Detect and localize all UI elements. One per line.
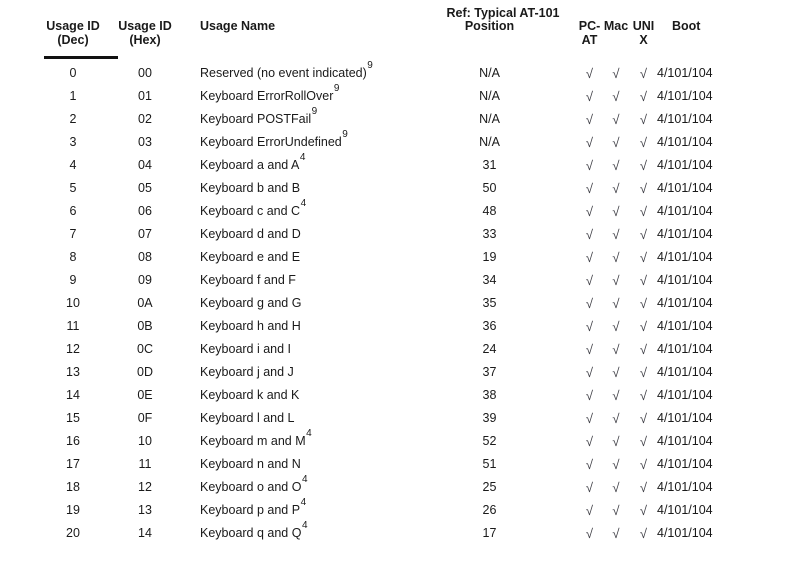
mac-check: √ [612, 250, 620, 265]
usage-name-text: Keyboard m and M [200, 434, 306, 448]
usage-name-text: Keyboard d and D [200, 227, 301, 241]
column-spacer [532, 246, 577, 269]
usage-name-footnote: 4 [301, 520, 308, 532]
mac-check: √ [612, 388, 620, 403]
at101-position: 37 [482, 365, 497, 379]
dec-column-underline [44, 56, 118, 59]
column-spacer [532, 522, 577, 545]
usage-name [172, 361, 447, 384]
header-pc-at-line1: PC- [578, 19, 601, 33]
usage-name [172, 384, 447, 407]
header-unix-line2: X [639, 33, 648, 47]
unix-check: √ [639, 227, 648, 242]
boot-value: 4/101/104 [657, 227, 713, 241]
at101-position: 17 [482, 526, 497, 540]
pc-at-check: √ [585, 296, 594, 311]
usage-id-hex: 14 [138, 526, 152, 540]
pc-at-check: √ [585, 273, 594, 288]
boot-value: 4/101/104 [657, 388, 713, 402]
usage-name-text: Keyboard c and C [200, 204, 301, 218]
header-ref-label: Ref: Typical AT-101 [446, 6, 560, 20]
mac-check: √ [612, 365, 620, 380]
usage-name-text: Keyboard ErrorUndefined [200, 135, 342, 149]
table-row [28, 177, 780, 200]
mac-check: √ [612, 526, 620, 541]
header-position: Position [464, 19, 515, 33]
column-spacer [532, 85, 577, 108]
usage-id-hex: 00 [138, 66, 152, 80]
pc-at-check: √ [585, 342, 594, 357]
unix-check: √ [639, 204, 648, 219]
usage-name [172, 315, 447, 338]
mac-check: √ [612, 319, 620, 334]
usage-name-text: Keyboard n and N [200, 457, 301, 471]
pc-at-check: √ [585, 388, 594, 403]
usage-name [172, 430, 447, 453]
at101-position: 38 [482, 388, 497, 402]
usage-name [172, 522, 447, 545]
pc-at-check: √ [585, 204, 594, 219]
usage-name [172, 499, 447, 522]
pc-at-check: √ [585, 158, 594, 173]
header-spacer [28, 4, 447, 20]
usage-id-dec: 14 [66, 388, 80, 402]
usage-name-footnote: 9 [311, 106, 318, 118]
unix-check: √ [639, 296, 648, 311]
at101-position: 26 [482, 503, 497, 517]
table-row [28, 154, 780, 177]
column-spacer [532, 62, 577, 85]
boot-value: 4/101/104 [657, 365, 713, 379]
usage-name [172, 269, 447, 292]
mac-check: √ [612, 342, 620, 357]
mac-check: √ [612, 227, 620, 242]
usage-id-dec: 1 [69, 89, 77, 103]
mac-check: √ [612, 112, 620, 127]
usage-id-hex: 13 [138, 503, 152, 517]
usage-name [172, 223, 447, 246]
at101-position: 36 [482, 319, 497, 333]
column-spacer [532, 154, 577, 177]
pc-at-check: √ [585, 89, 594, 104]
usage-name-text: Keyboard e and E [200, 250, 301, 264]
table-row [28, 384, 780, 407]
usage-id-dec: 0 [69, 66, 77, 80]
column-spacer [532, 476, 577, 499]
column-spacer [532, 223, 577, 246]
table-row [28, 499, 780, 522]
boot-value: 4/101/104 [657, 204, 713, 218]
usage-id-dec: 7 [69, 227, 77, 241]
table-row [28, 131, 780, 154]
boot-value: 4/101/104 [657, 434, 713, 448]
table-header [28, 4, 780, 62]
usage-id-dec: 12 [66, 342, 80, 356]
table-row [28, 246, 780, 269]
header-spacer [447, 33, 532, 47]
usage-name [172, 177, 447, 200]
boot-value: 4/101/104 [657, 112, 713, 126]
usage-name-text: Keyboard k and K [200, 388, 300, 402]
usage-id-hex: 09 [138, 273, 152, 287]
at101-position: 35 [482, 296, 497, 310]
boot-value: 4/101/104 [657, 342, 713, 356]
header-unix-line1: UNI [632, 19, 655, 33]
column-spacer [532, 315, 577, 338]
usage-name-text: Keyboard a and A [200, 158, 300, 172]
header-spacer [577, 4, 780, 20]
pc-at-check: √ [585, 526, 594, 541]
unix-check: √ [639, 365, 648, 380]
usage-name [172, 154, 447, 177]
at101-position: 25 [482, 480, 497, 494]
usage-id-hex: 0C [137, 342, 153, 356]
usage-name-text: Keyboard i and I [200, 342, 292, 356]
column-spacer [532, 407, 577, 430]
usage-name-text: Keyboard j and J [200, 365, 294, 379]
column-spacer [532, 108, 577, 131]
usage-id-dec: 3 [69, 135, 77, 149]
pc-at-check: √ [585, 411, 594, 426]
unix-check: √ [639, 135, 648, 150]
table-row [28, 292, 780, 315]
usage-id-hex: 0B [137, 319, 153, 333]
usage-id-dec: 2 [69, 112, 77, 126]
pc-at-check: √ [585, 227, 594, 242]
header-spacer [172, 33, 447, 47]
boot-value: 4/101/104 [657, 457, 713, 471]
usage-id-hex: 11 [138, 457, 152, 471]
unix-check: √ [639, 319, 648, 334]
pc-at-check: √ [585, 181, 594, 196]
column-spacer [532, 384, 577, 407]
unix-check: √ [639, 411, 648, 426]
mac-check: √ [612, 181, 620, 196]
usage-name-footnote: 4 [300, 198, 307, 210]
pc-at-check: √ [585, 434, 594, 449]
pc-at-check: √ [585, 250, 594, 265]
header-ref-at101 [447, 4, 577, 20]
usage-id-dec: 17 [66, 457, 80, 471]
usage-id-hex: 03 [138, 135, 152, 149]
usage-name-text: Reserved (no event indicated) [200, 66, 367, 80]
header-hex-sub: (Hex) [129, 33, 161, 47]
usage-name-footnote: 4 [301, 474, 308, 486]
unix-check: √ [639, 66, 648, 81]
unix-check: √ [639, 457, 648, 472]
usage-name [172, 407, 447, 430]
table-row [28, 223, 780, 246]
mac-check: √ [612, 204, 620, 219]
usage-name-footnote: 4 [299, 152, 306, 164]
usage-id-hex: 10 [138, 434, 152, 448]
at101-position: 39 [482, 411, 497, 425]
table-row [28, 453, 780, 476]
unix-check: √ [639, 480, 648, 495]
usage-name [172, 338, 447, 361]
unix-check: √ [639, 388, 648, 403]
usage-id-dec: 19 [66, 503, 80, 517]
usage-id-dec: 9 [69, 273, 77, 287]
header-usage-id-dec: Usage ID [46, 19, 100, 33]
column-spacer [532, 177, 577, 200]
at101-position: N/A [479, 112, 500, 126]
at101-position: 50 [482, 181, 497, 195]
table-row [28, 361, 780, 384]
at101-position: 24 [482, 342, 497, 356]
at101-position: N/A [479, 66, 500, 80]
boot-value: 4/101/104 [657, 273, 713, 287]
pc-at-check: √ [585, 66, 594, 81]
table-row [28, 522, 780, 545]
usage-id-dec: 5 [69, 181, 77, 195]
usage-name-text: Keyboard o and O [200, 480, 302, 494]
pc-at-check: √ [585, 503, 594, 518]
usage-id-hex: 05 [138, 181, 152, 195]
usage-name-text: Keyboard p and P [200, 503, 301, 517]
column-spacer [532, 430, 577, 453]
boot-value: 4/101/104 [657, 319, 713, 333]
usage-name [172, 131, 447, 154]
usage-name-text: Keyboard q and Q [200, 526, 302, 540]
pc-at-check: √ [585, 457, 594, 472]
unix-check: √ [639, 526, 648, 541]
header-usage-name: Usage Name [200, 19, 276, 33]
unix-check: √ [639, 112, 648, 127]
usage-name-footnote: 9 [333, 83, 340, 95]
column-spacer [532, 269, 577, 292]
usage-name-footnote: 4 [300, 497, 307, 509]
at101-position: 51 [482, 457, 497, 471]
usage-id-dec: 4 [69, 158, 77, 172]
boot-value: 4/101/104 [657, 66, 713, 80]
usage-id-hex: 12 [138, 480, 152, 494]
table-body [28, 62, 780, 545]
unix-check: √ [639, 434, 648, 449]
usage-id-hex: 06 [138, 204, 152, 218]
unix-check: √ [639, 181, 648, 196]
pc-at-check: √ [585, 480, 594, 495]
usage-name [172, 62, 447, 85]
boot-value: 4/101/104 [657, 296, 713, 310]
table-row [28, 430, 780, 453]
table-row [28, 269, 780, 292]
usage-id-dec: 20 [66, 526, 80, 540]
header-pc-at-line2: AT [581, 33, 598, 47]
unix-check: √ [639, 89, 648, 104]
mac-check: √ [612, 457, 620, 472]
column-spacer [532, 361, 577, 384]
unix-check: √ [639, 342, 648, 357]
pc-at-check: √ [585, 319, 594, 334]
mac-check: √ [612, 273, 620, 288]
usage-name [172, 453, 447, 476]
boot-value: 4/101/104 [657, 411, 713, 425]
usage-id-dec: 18 [66, 480, 80, 494]
boot-value: 4/101/104 [657, 503, 713, 517]
column-spacer [532, 200, 577, 223]
at101-position: 33 [482, 227, 497, 241]
header-gap [28, 47, 780, 62]
pc-at-check: √ [585, 112, 594, 127]
usage-id-dec: 15 [66, 411, 80, 425]
unix-check: √ [639, 503, 648, 518]
column-spacer [532, 292, 577, 315]
header-spacer [532, 33, 577, 47]
mac-check: √ [612, 66, 620, 81]
usage-id-dec: 11 [66, 319, 80, 333]
table-row [28, 476, 780, 499]
mac-check: √ [612, 411, 620, 426]
header-usage-id-hex: Usage ID [118, 19, 172, 33]
table-row [28, 200, 780, 223]
usage-id-dec: 13 [66, 365, 80, 379]
usage-id-dec: 16 [66, 434, 80, 448]
table-row [28, 62, 780, 85]
usage-id-dec: 10 [66, 296, 80, 310]
usage-name [172, 476, 447, 499]
at101-position: N/A [479, 89, 500, 103]
unix-check: √ [639, 250, 648, 265]
column-spacer [532, 131, 577, 154]
at101-position: 34 [482, 273, 497, 287]
usage-name-footnote: 9 [367, 60, 373, 72]
at101-position: 19 [482, 250, 497, 264]
mac-check: √ [612, 158, 620, 173]
pc-at-check: √ [585, 135, 594, 150]
usage-name-text: Keyboard POSTFail [200, 112, 312, 126]
usage-name [172, 85, 447, 108]
boot-value: 4/101/104 [657, 135, 713, 149]
mac-check: √ [612, 135, 620, 150]
header-spacer [532, 20, 577, 33]
usage-id-dec: 8 [69, 250, 77, 264]
table-row [28, 315, 780, 338]
at101-position: 31 [482, 158, 497, 172]
usage-name [172, 246, 447, 269]
usage-id-hex: 0A [137, 296, 153, 310]
table-row [28, 338, 780, 361]
header-spacer [602, 33, 630, 47]
usage-table [28, 4, 780, 545]
usage-id-dec: 6 [69, 204, 77, 218]
boot-value: 4/101/104 [657, 526, 713, 540]
usage-name-footnote: 9 [342, 129, 348, 141]
boot-value: 4/101/104 [657, 158, 713, 172]
usage-name-text: Keyboard h and H [200, 319, 301, 333]
at101-position: 52 [482, 434, 497, 448]
unix-check: √ [639, 273, 648, 288]
usage-name-text: Keyboard g and G [200, 296, 302, 310]
header-mac: Mac [603, 19, 629, 33]
usage-name [172, 292, 447, 315]
header-dec-sub: (Dec) [57, 33, 89, 47]
column-spacer [532, 338, 577, 361]
header-boot: Boot [672, 19, 701, 33]
usage-name-text: Keyboard b and B [200, 181, 301, 195]
usage-name-footnote: 4 [306, 428, 312, 440]
column-spacer [532, 453, 577, 476]
mac-check: √ [612, 296, 620, 311]
usage-name [172, 108, 447, 131]
usage-name-text: Keyboard l and L [200, 411, 295, 425]
boot-value: 4/101/104 [657, 250, 713, 264]
usage-id-hex: 04 [138, 158, 152, 172]
usage-id-hex: 08 [138, 250, 152, 264]
column-spacer [532, 499, 577, 522]
usage-id-hex: 0D [137, 365, 153, 379]
usage-id-hex: 07 [138, 227, 152, 241]
boot-value: 4/101/104 [657, 480, 713, 494]
usage-name [172, 200, 447, 223]
boot-value: 4/101/104 [657, 181, 713, 195]
usage-name-text: Keyboard ErrorRollOver [200, 89, 334, 103]
mac-check: √ [612, 480, 620, 495]
header-spacer [657, 33, 780, 47]
table-row [28, 85, 780, 108]
pc-at-check: √ [585, 365, 594, 380]
unix-check: √ [639, 158, 648, 173]
usage-id-hex: 01 [138, 89, 152, 103]
table-row [28, 407, 780, 430]
usage-id-hex: 0F [137, 411, 153, 425]
table-row [28, 108, 780, 131]
mac-check: √ [612, 89, 620, 104]
at101-position: N/A [479, 135, 500, 149]
mac-check: √ [612, 503, 620, 518]
boot-value: 4/101/104 [657, 89, 713, 103]
usage-id-hex: 02 [138, 112, 152, 126]
usage-id-hex: 0E [137, 388, 153, 402]
at101-position: 48 [482, 204, 497, 218]
usage-name-text: Keyboard f and F [200, 273, 296, 287]
mac-check: √ [612, 434, 620, 449]
